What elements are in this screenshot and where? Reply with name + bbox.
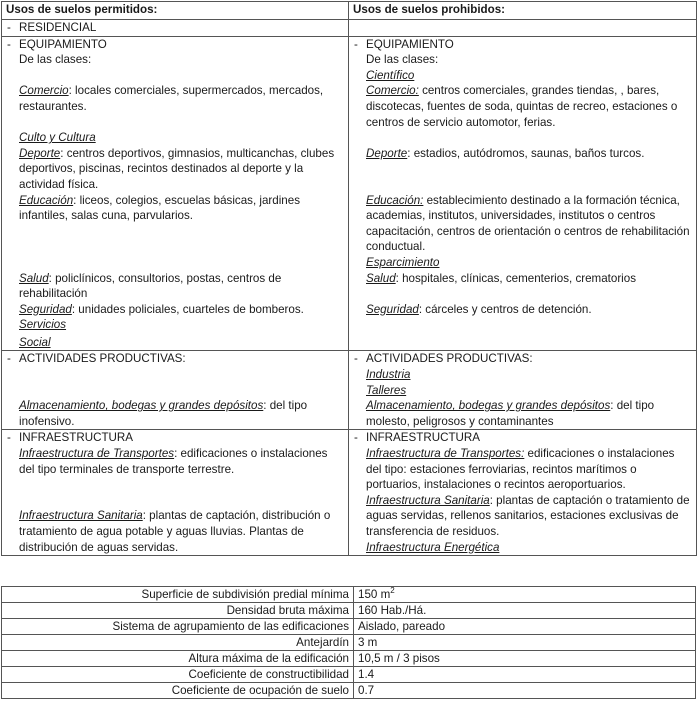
perm-culto: Culto y Cultura [19, 131, 96, 145]
de-las-clases-prohibited: De las clases: [366, 53, 439, 67]
norm-value: 10,5 m / 3 pisos [354, 651, 696, 667]
perm-salud: Salud: policlínicos, consultorios, postas, centros de rehabilitación [19, 271, 282, 301]
residencial-title: RESIDENCIAL [19, 21, 97, 34]
norm-value: 160 Hab./Há. [354, 603, 696, 619]
proh-seguridad: Seguridad: cárceles y centros de detención. [366, 302, 592, 316]
residencial-permitted: - RESIDENCIAL [2, 20, 349, 37]
actividades-title-prohibited: ACTIVIDADES PRODUCTIVAS: [366, 352, 533, 366]
row-residencial [2, 20, 697, 37]
de-las-clases: De las clases: [19, 53, 92, 67]
norm-label: Densidad bruta máxima [2, 603, 354, 619]
header-row [2, 2, 697, 20]
norm-row [2, 603, 696, 619]
equipamiento-permitted: - EQUIPAMIENTO De las clases: Comercio: locales comerciales, supermercados, mercados, restaurantes. Culto y Cultura Deporte: centros deportivos, gimnasios, multicanchas, clubes deportivos, piscinas, recintos destinados al deporte y la actividad física. Educación: liceos, colegios, escuelas básicas, jardines infantiles, salas cuna, parvularios. Salud: policlínicos, consultorios, postas, centros de rehabilitación Seguridad: unidades policiales, cuarteles de bomberos. Servicios Social [2, 36, 349, 351]
proh-esparcimiento: Esparcimiento [366, 255, 440, 269]
perm-transportes: Infraestructura de Transportes: edificaciones o instalaciones del tipo terminales de transporte terrestre. [19, 447, 328, 476]
permitted-header: Usos de suelos permitidos: [2, 2, 349, 20]
proh-industria: Industria [366, 368, 411, 382]
norm-value: 150 $m^2$ [354, 587, 696, 603]
actividades-permitted: - ACTIVIDADES PRODUCTIVAS: Almacenamiento, bodegas y grandes depósitos: del tipo inofensivo. [2, 351, 349, 430]
row-actividades [2, 351, 697, 430]
perm-educacion: Educación: liceos, colegios, escuelas básicas, jardines infantiles, salas cuna, parvularios. [19, 193, 300, 223]
norm-row [2, 667, 696, 683]
infraestructura-title-prohibited: INFRAESTRUCTURA [366, 431, 481, 445]
norm-row [2, 683, 696, 699]
proh-sanitaria: Infraestructura Sanitaria: plantas de captación o tratamiento de aguas servidas, rellenos sanitarios, estaciones exclusivas de transferencia de residuos. [366, 493, 690, 538]
perm-comercio: Comercio: locales comerciales, supermercados, mercados, restaurantes. [19, 84, 324, 113]
proh-almacenamiento: Almacenamiento, bodegas y grandes depósitos: del tipo molesto, peligrosos y contaminantes [366, 399, 655, 428]
row-equipamiento [2, 36, 697, 351]
norm-row [2, 635, 696, 651]
norm-label: Antejardín [2, 635, 354, 651]
norm-row [2, 587, 696, 603]
land-use-table [1, 1, 697, 556]
perm-almacenamiento: Almacenamiento, bodegas y grandes depósitos: del tipo inofensivo. [19, 399, 308, 428]
row-infraestructura [2, 430, 697, 556]
norm-row [2, 651, 696, 667]
norm-label: Altura máxima de la edificación [2, 651, 354, 667]
infraestructura-permitted: - INFRAESTRUCTURA Infraestructura de Transportes: edificaciones o instalaciones del tipo terminales de transporte terrestre. Infraestructura Sanitaria: plantas de captación, distribución o tratamiento de agua potable y aguas lluvias. Plantas de distribución de aguas servidas. [2, 430, 349, 556]
proh-talleres: Talleres [366, 383, 407, 397]
proh-deporte: Deporte: estadios, autódromos, saunas, baños turcos. [366, 146, 645, 160]
norm-value: 1.4 [354, 667, 696, 683]
norm-label: Superficie de subdivisión predial mínima [2, 587, 354, 603]
infraestructura-prohibited: - INFRAESTRUCTURA Infraestructura de Transportes: edificaciones o instalaciones del tipo: estaciones ferroviarias, recintos marítimos o portuarios, instalaciones o recintos aeroportuarios. Infraestructura Sanitaria: plantas de captación o tratamiento de aguas servidas, rellenos sanitarios, estaciones exclusivas de transferencia de residuos. Infraestructura Energética [349, 430, 697, 556]
norm-label: Sistema de agrupamiento de las edificaciones [2, 619, 354, 635]
perm-seguridad: Seguridad: unidades policiales, cuarteles de bomberos. [19, 302, 304, 316]
equipamiento-title: EQUIPAMIENTO [19, 37, 107, 51]
proh-cientifico: Científico [366, 68, 415, 82]
proh-educacion: Educación: establecimiento destinado a la formación técnica, academias, institutos, universidades, institutos o centros capacitación, centros de orientación o centros de rehabilitación conductual. [366, 193, 690, 254]
prohibited-header: Usos de suelos prohibidos: [349, 2, 697, 20]
perm-social: Social [19, 335, 51, 349]
proh-comercio: Comercio: centros comerciales, grandes tiendas, , bares, discotecas, fuentes de soda, quintas de recreo, estaciones o centros de servicio automotor, ferias. [366, 84, 678, 129]
actividades-title: ACTIVIDADES PRODUCTIVAS: [19, 352, 186, 366]
norm-label: Coeficiente de ocupación de suelo [2, 683, 354, 699]
proh-transportes: Infraestructura de Transportes: edificaciones o instalaciones del tipo: estaciones ferroviarias, recintos marítimos o portuarios, instalaciones o recintos aeroportuarios. [366, 447, 675, 492]
norm-value: 0.7 [354, 683, 696, 699]
perm-servicios: Servicios [19, 318, 67, 332]
proh-salud: Salud: hospitales, clínicas, cementerios, crematorios [366, 271, 637, 285]
actividades-prohibited: - ACTIVIDADES PRODUCTIVAS: Industria Talleres Almacenamiento, bodegas y grandes depósitos: del tipo molesto, peligrosos y contaminantes [349, 351, 697, 430]
norm-value: Aislado, pareado [354, 619, 696, 635]
perm-sanitaria: Infraestructura Sanitaria: plantas de captación, distribución o tratamiento de agua potable y aguas lluvias. Plantas de distribución de aguas servidas. [19, 509, 331, 554]
proh-energetica: Infraestructura Energética [366, 540, 500, 554]
perm-deporte: Deporte: centros deportivos, gimnasios, multicanchas, clubes deportivos, piscinas, recintos destinados al deporte y la actividad física. [19, 146, 335, 191]
norm-label: Coeficiente de constructibilidad [2, 667, 354, 683]
residencial-prohibited [349, 20, 697, 37]
equipamiento-prohibited: - EQUIPAMIENTO De las clases: Científico Comercio: centros comerciales, grandes tiendas, , bares, discotecas, fuentes de soda, quintas de recreo, estaciones o centros de servicio automotor, ferias. Deporte: estadios, autódromos, saunas, baños turcos. Educación: establecimiento destinado a la formación técnica, academias, institutos, universidades, institutos o centros capacitación, centros de orientación o centros de rehabilitación conductual. Esparcimiento Salud: hospitales, clínicas, cementerios, crematorios Seguridad: cárceles y centros de detención. [349, 36, 697, 351]
infraestructura-title: INFRAESTRUCTURA [19, 431, 134, 445]
equipamiento-title-prohibited: EQUIPAMIENTO [366, 37, 454, 51]
norm-row [2, 619, 696, 635]
norm-value: 3 m [354, 635, 696, 651]
norms-table [1, 586, 696, 699]
